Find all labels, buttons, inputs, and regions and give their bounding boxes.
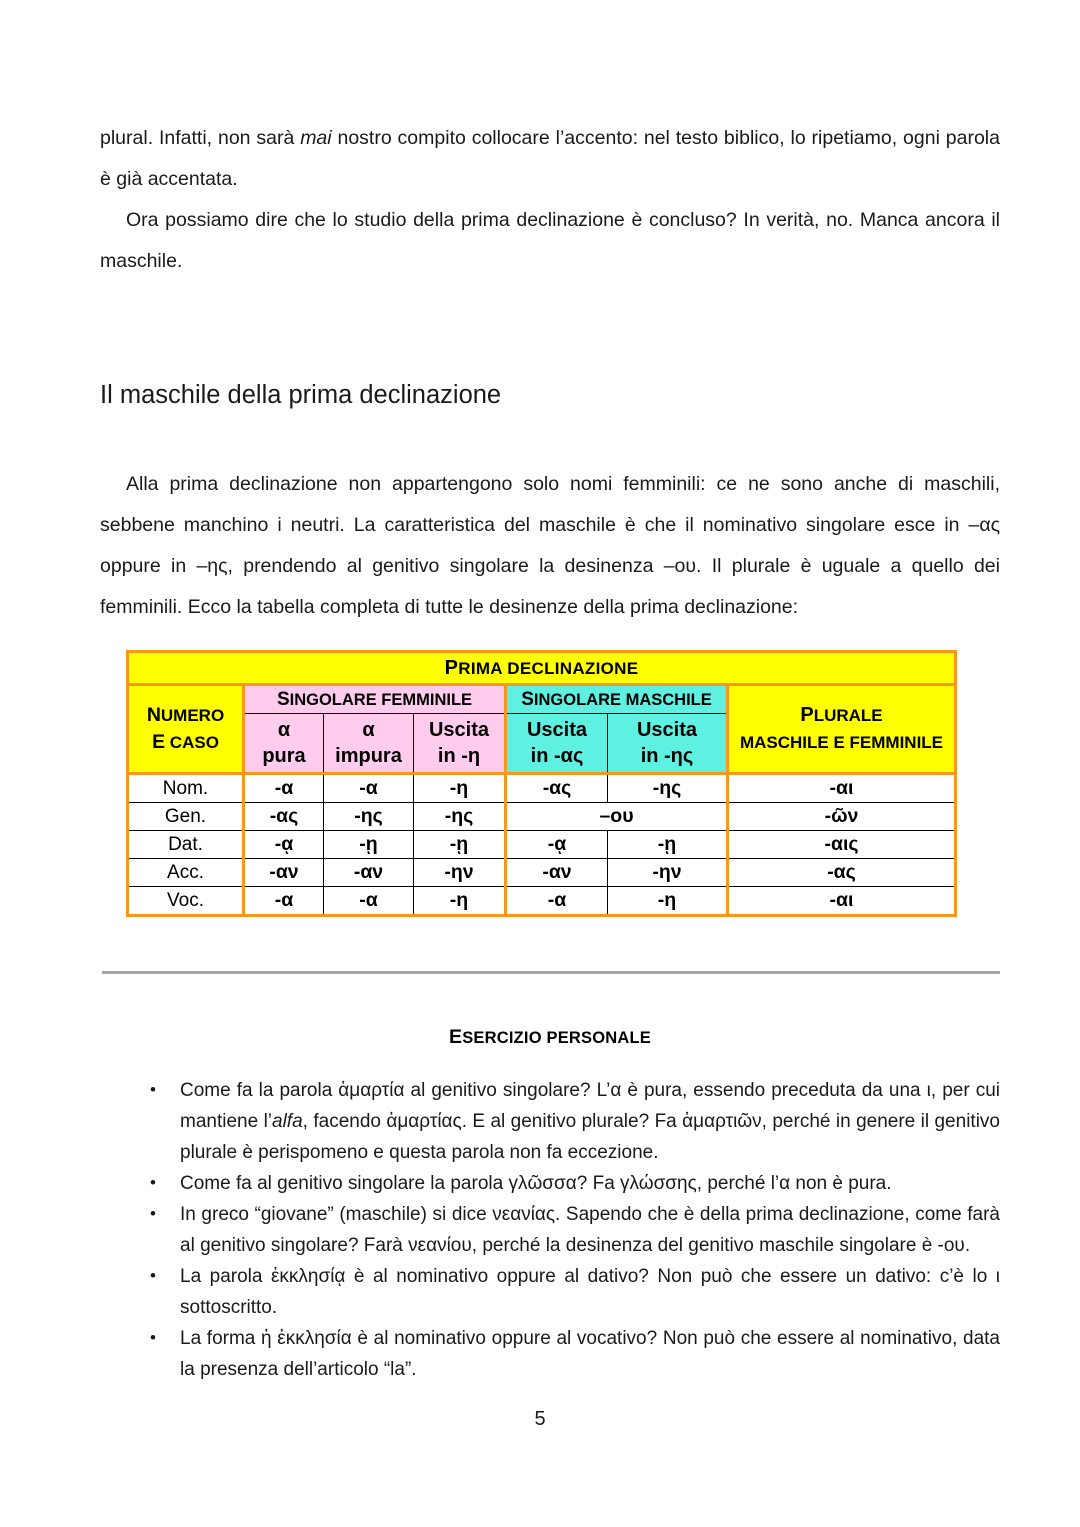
case-label: Gen. (128, 803, 244, 831)
ending-f-pura: -ας (244, 803, 324, 831)
paragraph-1-part-b: nostro compito collocare l’accento: nel testo biblico, lo ripetiamo, ogni parola è già accentata. (100, 127, 1000, 190)
table-row (128, 803, 956, 831)
ending-f-eta: -ῃ (414, 831, 506, 859)
ending-m-as: -ᾳ (506, 831, 608, 859)
table-group-header-row (128, 685, 956, 714)
header-group-singolare-femminile (244, 685, 506, 714)
list-item-part-b: , facendo ἁμαρτίας. E al genitivo plurale? Fa ἁμαρτιῶν, perché in genere il genitivo plurale è perispomeno e questa parola non fa eccezione. (180, 1111, 1000, 1163)
ending-f-impura: -αν (324, 859, 414, 887)
ending-f-pura: -α (244, 887, 324, 916)
page-title: Il maschile della prima declinazione (100, 381, 502, 409)
ending-m-merged: –ου (506, 803, 728, 831)
subheader-uscita-es-line1: Uscita (636, 719, 698, 741)
ending-f-eta: -ης (414, 803, 506, 831)
paragraph-1-italic-word: mai (300, 127, 332, 149)
section-divider (102, 971, 1000, 974)
exercise-list (100, 1075, 1000, 1385)
subheader-alpha-impura-line1: α (362, 719, 375, 741)
subheader-uscita-as (506, 714, 608, 774)
subheader-uscita-es (608, 714, 728, 774)
ending-plural: -αις (728, 831, 956, 859)
ending-f-pura: -αν (244, 859, 324, 887)
subheader-alpha-pura (244, 714, 324, 774)
ending-f-impura: -α (324, 887, 414, 916)
subheader-alpha-pura-line1: α (277, 719, 291, 741)
header-numero-e-caso (128, 685, 244, 774)
page-number: 5 (534, 1408, 546, 1430)
table-title-cell (128, 652, 956, 685)
numero-e-caso-line1 (129, 702, 242, 729)
ending-f-eta: -η (414, 887, 506, 916)
paragraph-1 (100, 118, 1000, 200)
spacer-before-heading (100, 282, 1000, 378)
case-label: Nom. (128, 774, 244, 803)
table-title-row (128, 652, 956, 685)
table-row (128, 831, 956, 859)
exercise-heading (100, 1026, 1000, 1049)
list-item: • Come fa al genitivo singolare la parola γλῶσσα? Fa γλώσσης, perché l’α non è pura. (148, 1168, 1000, 1199)
subheader-uscita-eta-line1: Uscita (428, 719, 490, 741)
ending-f-eta: -η (414, 774, 506, 803)
ending-m-es: -ης (608, 774, 728, 803)
ending-plural: -αι (728, 887, 956, 916)
subheader-uscita-eta (414, 714, 506, 774)
table-title-initial: P (444, 656, 459, 679)
ending-f-pura: -α (244, 774, 324, 803)
maschile-rest: INGOLARE MASCHILE (533, 690, 712, 709)
case-label: Dat. (128, 831, 244, 859)
plurale-line1 (729, 702, 954, 729)
ending-m-as: -ας (506, 774, 608, 803)
list-item-italic: alfa (272, 1111, 303, 1132)
ending-m-es: -η (608, 887, 728, 916)
subheader-uscita-eta-line2: in -η (437, 745, 481, 767)
subheader-alpha-impura-line2: impura (335, 745, 402, 767)
spacer-after-heading (100, 412, 1000, 464)
caso-initial: E (152, 731, 166, 753)
table-row (128, 774, 956, 803)
list-item: • La forma ἡ ἐκκλησία è al nominativo oppure al vocativo? Non può che essere al nominativo, data la presenza dell’articolo “la”. (148, 1323, 1000, 1385)
subheader-alpha-pura-line2: pura (262, 745, 306, 767)
page-content (100, 118, 1000, 1385)
exercise-heading-initial: E (448, 1026, 463, 1048)
femminile-rest: INGOLARE FEMMINILE (289, 690, 473, 709)
table-title-rest: RIMA DECLINAZIONE (458, 658, 639, 678)
maschile-initial: S (521, 688, 534, 710)
ending-m-es: -ῃ (608, 831, 728, 859)
ending-m-as: -αν (506, 859, 608, 887)
declension-table-wrapper (126, 650, 954, 917)
exercise-heading-rest: SERCIZIO PERSONALE (462, 1029, 651, 1047)
declension-table (126, 650, 957, 917)
plurale-rest: LURALE (813, 706, 883, 725)
ending-f-pura: -ᾳ (244, 831, 324, 859)
plurale-initial: P (800, 704, 814, 726)
plurale-line2: MASCHILE E FEMMINILE (739, 733, 944, 752)
list-item: • La parola ἐκκλησίᾳ è al nominativo oppure al dativo? Non può che essere un dativo: c’è lo ι sottoscritto. (148, 1261, 1000, 1323)
numero-rest: UMERO (160, 706, 225, 725)
subheader-alpha-impura (324, 714, 414, 774)
numero-initial: N (146, 704, 161, 726)
ending-f-eta: -ην (414, 859, 506, 887)
subheader-uscita-es-line2: in -ης (640, 745, 694, 767)
ending-m-as: -α (506, 887, 608, 916)
subheader-uscita-as-line2: in -ας (530, 745, 584, 767)
list-item-part-a: Come fa la parola ἁμαρτία al genitivo singolare? L’α è pura, essendo preceduta da una ι, per cui mantiene l’ (180, 1080, 1000, 1132)
numero-e-caso-line2 (129, 729, 242, 756)
caso-rest: CASO (165, 733, 219, 752)
list-item: • In greco “giovane” (maschile) si dice νεανίας. Sapendo che è della prima declinazione, come farà al genitivo singolare? Farà νεανίου, perché la desinenza del genitivo maschile singolare è -ου. (148, 1199, 1000, 1261)
ending-f-impura: -ης (324, 803, 414, 831)
case-label: Voc. (128, 887, 244, 916)
paragraph-3: Alla prima declinazione non appartengono solo nomi femminili: ce ne sono anche di maschili, sebbene manchino i neutri. La caratteristica del maschile è che il nominativo singolare esce in –ας oppure in –ης, prendendo al genitivo singolare la desinenza –ου. Il plurale è uguale a quello dei femminili. Ecco la tabella completa di tutte le desinenze della prima declinazione: (100, 473, 1000, 618)
ending-plural: -ῶν (728, 803, 956, 831)
paragraph-1-part-a: plural. Infatti, non sarà (100, 127, 301, 149)
table-row (128, 859, 956, 887)
table-row (128, 887, 956, 916)
header-group-singolare-maschile (506, 685, 728, 714)
ending-f-impura: -ῃ (324, 831, 414, 859)
ending-m-es: -ην (608, 859, 728, 887)
paragraph-2: Ora possiamo dire che lo studio della prima declinazione è concluso? In verità, no. Manca ancora il maschile. (100, 209, 1000, 272)
ending-plural: -ας (728, 859, 956, 887)
ending-f-impura: -α (324, 774, 414, 803)
case-label: Acc. (128, 859, 244, 887)
list-item (148, 1075, 1000, 1168)
subheader-uscita-as-line1: Uscita (526, 719, 588, 741)
ending-plural: -αι (728, 774, 956, 803)
femminile-initial: S (276, 688, 290, 710)
header-group-plurale (728, 685, 956, 774)
